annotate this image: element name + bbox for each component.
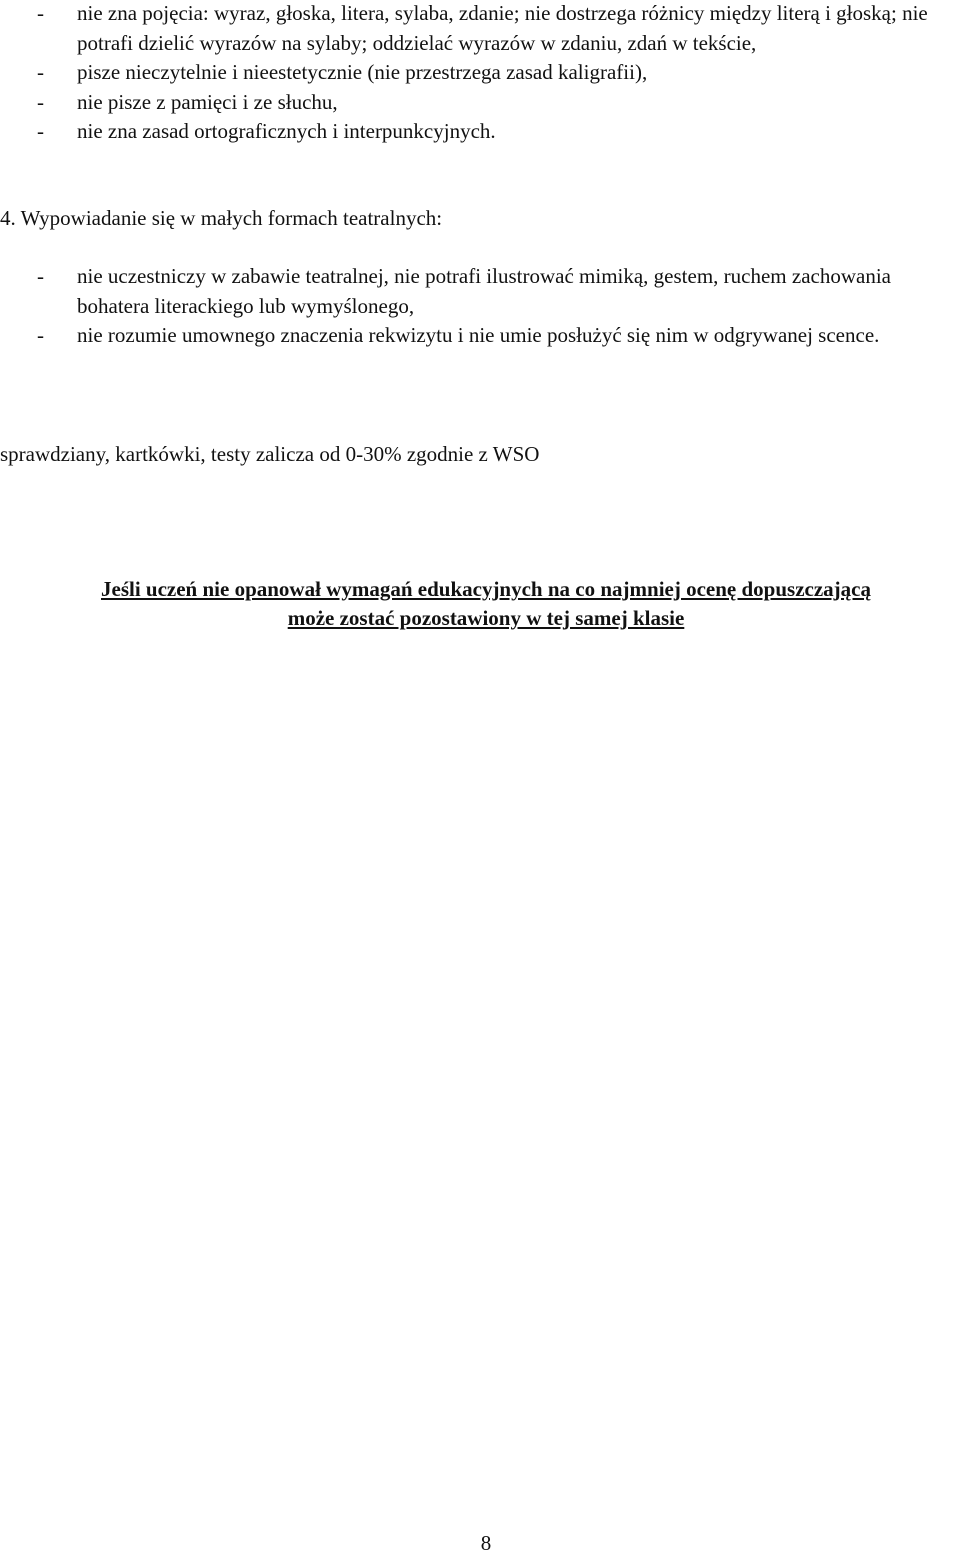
skills-list-theatre — [0, 262, 957, 351]
list-item — [0, 88, 957, 118]
bullet-dash: - — [37, 119, 44, 143]
list-item — [0, 117, 957, 147]
list-item — [0, 321, 957, 351]
retention-notice — [0, 575, 960, 633]
skills-list-writing — [0, 0, 957, 147]
list-item — [0, 0, 957, 58]
bullet-dash: - — [37, 60, 44, 84]
list-item-text: pisze nieczytelnie i nieestetycznie (nie przestrzega zasad kaligrafii), — [77, 60, 648, 84]
list-item-text: nie zna zasad ortograficznych i interpunkcyjnych. — [77, 119, 496, 143]
tests-note: sprawdziany, kartkówki, testy zalicza od 0-30% zgodnie z WSO — [0, 442, 540, 466]
list-item-text: nie uczestniczy w zabawie teatralnej, nie potrafi ilustrować mimiką, gestem, ruchem zachowania bohatera literackiego lub wymyślonego, — [77, 264, 891, 318]
list-item — [0, 262, 957, 321]
list-item — [0, 58, 957, 88]
retention-notice-line-1: Jeśli uczeń nie opanował wymagań edukacyjnych na co najmniej ocenę dopuszczającą — [101, 577, 871, 601]
list-item-text: nie zna pojęcia: wyraz, głoska, litera, sylaba, zdanie; nie dostrzega różnicy między literą i głoską; nie potrafi dzielić wyrazów na sylaby; oddzielać wyrazów w zdaniu, zdań w tekście, — [77, 1, 928, 55]
bullet-dash: - — [37, 1, 44, 25]
bullet-dash: - — [37, 264, 44, 288]
section-heading: 4. Wypowiadanie się w małych formach teatralnych: — [0, 206, 443, 230]
retention-notice-line-2: może zostać pozostawiony w tej samej klasie — [287, 606, 685, 630]
bullet-dash: - — [37, 89, 44, 114]
page-number: 8 — [480, 1531, 492, 1555]
bullet-dash: - — [37, 323, 44, 347]
list-item-text: nie pisze z pamięci i ze słuchu, — [77, 89, 338, 114]
list-item-text: nie rozumie umownego znaczenia rekwizytu i nie umie posłużyć się nim w odgrywanej scence. — [77, 323, 880, 347]
